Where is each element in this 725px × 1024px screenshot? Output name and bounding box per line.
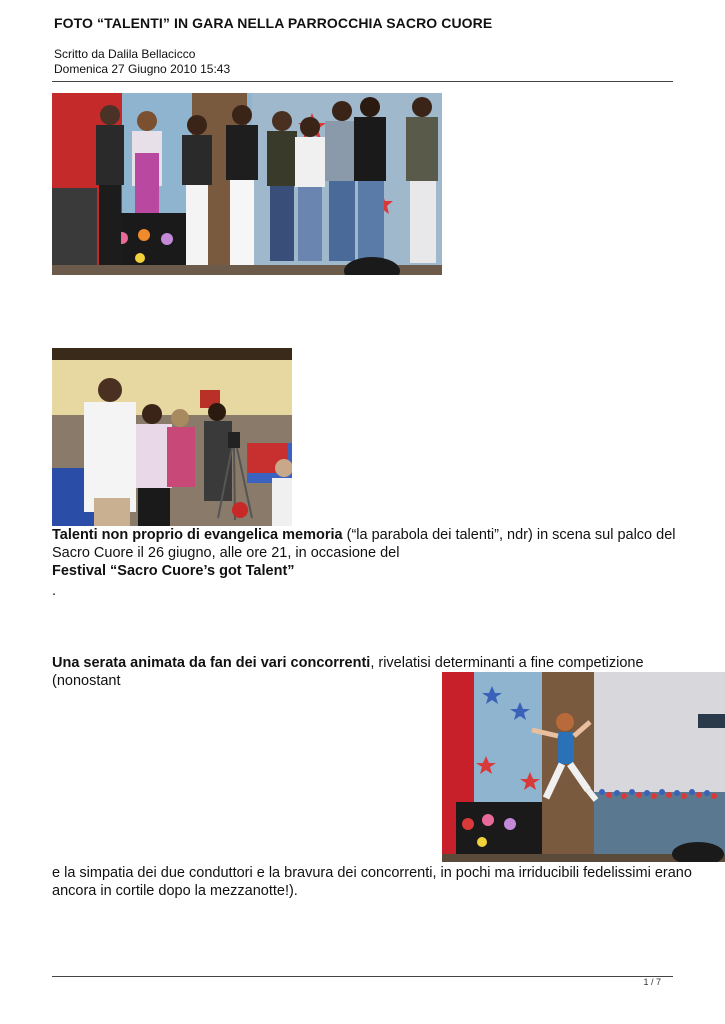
intro-bold-lead: Talenti non proprio di evangelica memoria: [52, 527, 343, 543]
page-number: 1 / 7: [643, 977, 661, 987]
evening-bold-lead: Una serata animata da fan dei vari concorrenti: [52, 655, 371, 671]
festival-name: [52, 562, 295, 580]
date-line: Domenica 27 Giugno 2010 15:43: [54, 62, 231, 76]
photo-group-on-stage: [52, 93, 442, 275]
paragraph-closing: e la simpatia dei due conduttori e la bravura dei concorrenti, in pochi ma irriducibili fedelissimi erano ancora in cortile dopo la mezzanotte!).: [52, 865, 692, 899]
evening-text: , rivelatisi determinanti a fine competizione (nonostant: [52, 655, 644, 689]
festival-name-bold: Festival “Sacro Cuore’s got Talent”: [52, 563, 295, 579]
intro-text: (“la parabola dei talenti”, ndr) in scena sul palco del Sacro Cuore il 26 giugno, alle ore 21, in occasione del: [52, 527, 676, 561]
paragraph-dot: .: [52, 583, 57, 599]
photo-audience-applauding: [52, 348, 292, 526]
header-divider: [52, 81, 673, 82]
paragraph-intro: [52, 526, 682, 562]
photo-dancer-on-stage: [442, 672, 725, 862]
page-title: FOTO “TALENTI” IN GARA NELLA PARROCCHIA SACRO CUORE: [54, 15, 493, 31]
author-line: Scritto da Dalila Bellacicco: [54, 47, 196, 61]
footer-divider: [52, 976, 673, 977]
